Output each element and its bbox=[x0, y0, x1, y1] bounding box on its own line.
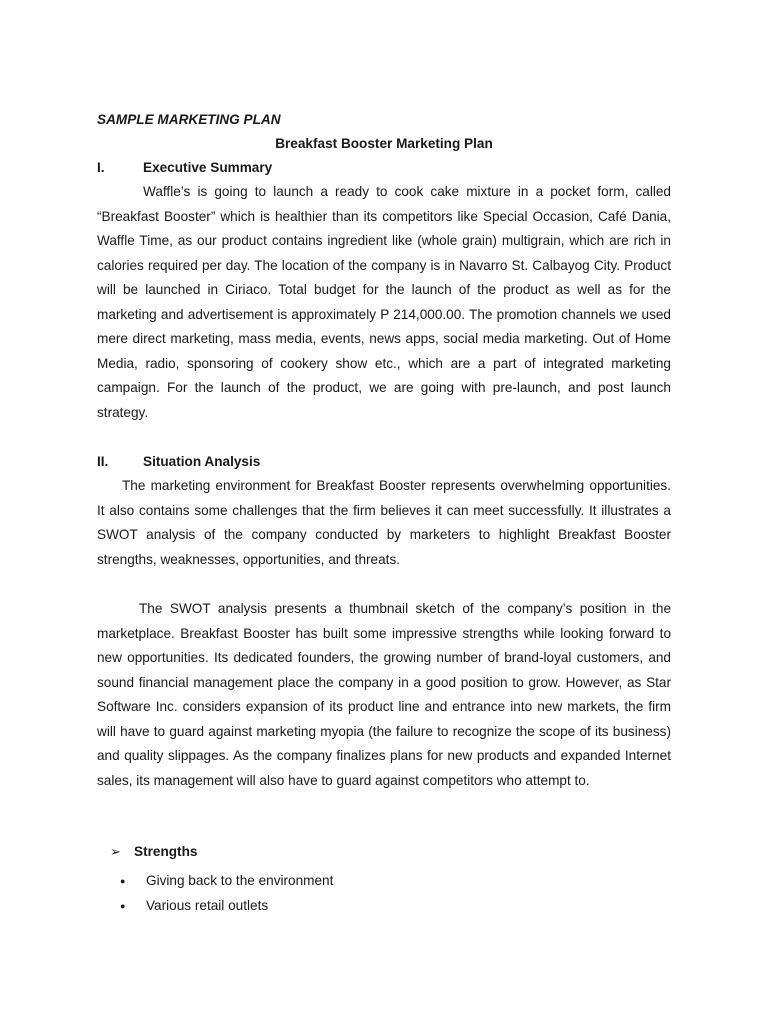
arrow-bullet-icon: ➢ bbox=[110, 844, 121, 859]
document-heading: SAMPLE MARKETING PLAN bbox=[97, 112, 281, 127]
list-item bbox=[120, 868, 333, 893]
situation-analysis-paragraph-2: The SWOT analysis presents a thumbnail sketch of the company’s position in the marketplace. Breakfast Booster has built some impressive strengths while looking forward to new opportunities. Its dedicated founders, the growing number of brand-loyal customers, and sound financial management place the company in a good position to grow. However, as Star Software Inc. considers expansion of its product line and entrance into new markets, the firm will have to guard against marketing myopia (the failure to recognize the scope of its business) and quality slippages. As the company finalizes plans for new products and expanded Internet sales, its management will also have to guard against competitors who attempt to. bbox=[97, 601, 671, 788]
bullet-dot-icon: ● bbox=[120, 876, 126, 886]
section-heading-executive-summary bbox=[97, 160, 272, 175]
section-heading-situation-analysis bbox=[97, 454, 260, 469]
strengths-heading bbox=[110, 844, 197, 860]
list-item-text: Various retail outlets bbox=[146, 898, 269, 913]
strengths-list bbox=[120, 868, 333, 918]
list-item bbox=[120, 893, 333, 918]
list-item-text: Giving back to the environment bbox=[146, 873, 334, 888]
situation-analysis-paragraph-1: The marketing environment for Breakfast Booster represents overwhelming opportunities. It also contains some challenges that the firm believes it can meet successfully. It illustrates a SWOT analysis of the company conducted by marketers to highlight Breakfast Booster strengths, weaknesses, opportunities, and threats. bbox=[97, 478, 671, 567]
section-number: I. bbox=[97, 160, 105, 175]
document-title: Breakfast Booster Marketing Plan bbox=[275, 136, 493, 151]
bullet-dot-icon: ● bbox=[120, 901, 126, 911]
section-number: II. bbox=[97, 454, 109, 469]
strengths-title: Strengths bbox=[134, 844, 198, 859]
section-title: Executive Summary bbox=[143, 160, 273, 175]
section-title: Situation Analysis bbox=[143, 454, 261, 469]
executive-summary-paragraph: Waffle’s is going to launch a ready to cook cake mixture in a pocket form, called “Breakfast Booster” which is healthier than its competitors like Special Occasion, Café Dania, Waffle Time, as our product contains ingredient like (whole grain) multigrain, which are rich in calories required per day. The location of the company is in Navarro St. Calbayog City. Product will be launched in Ciriaco. Total budget for the launch of the product as well as for the marketing and advertisement is approximately P 214,000.00. The promotion channels we used mere direct marketing, mass media, events, news apps, social media marketing. Out of Home Media, radio, sponsoring of cookery show etc., which are a part of integrated marketing campaign. For the launch of the product, we are going with pre-launch, and post launch strategy. bbox=[97, 184, 671, 420]
